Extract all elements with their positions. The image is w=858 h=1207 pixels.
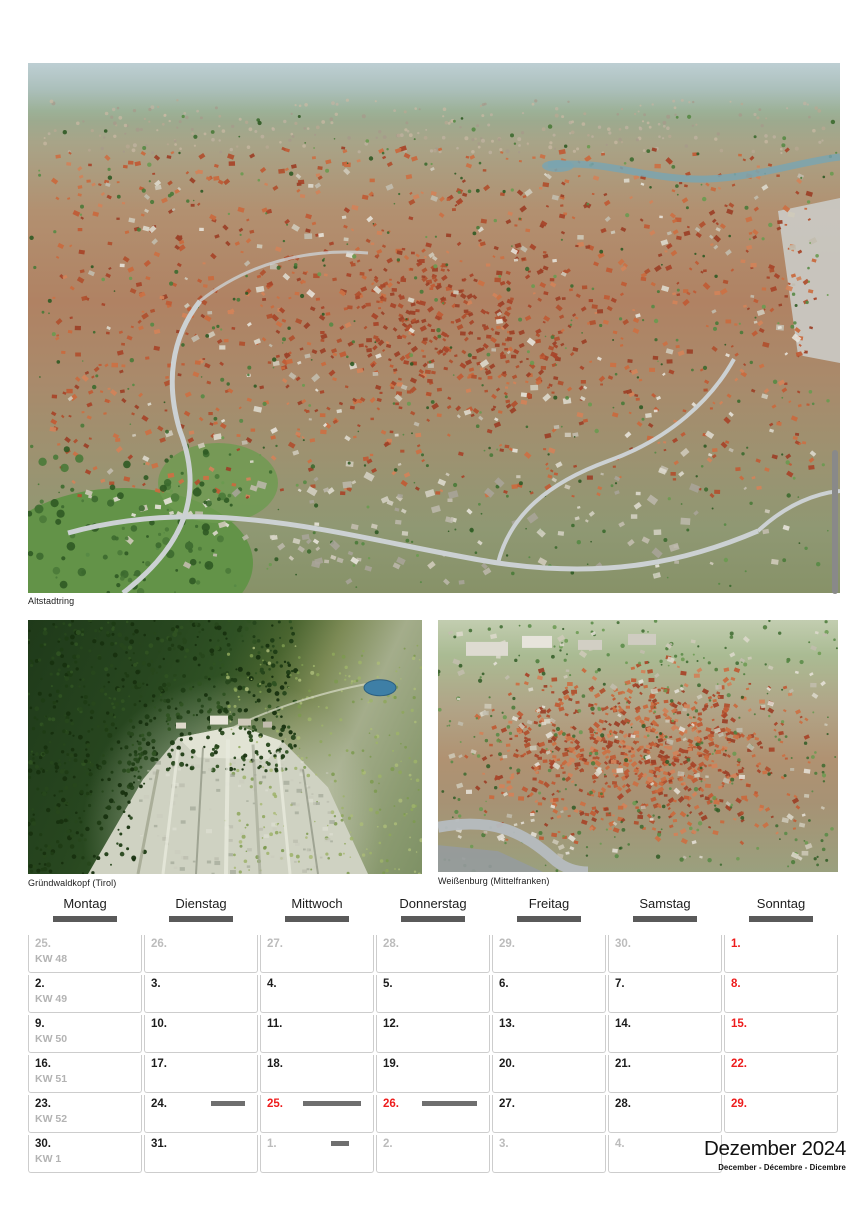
weekday-saturday xyxy=(608,896,722,922)
day-number: 18. xyxy=(267,1058,283,1070)
day-cell xyxy=(144,975,258,1013)
weekday-underline xyxy=(169,916,233,922)
holiday-marker-bar xyxy=(422,1101,477,1106)
day-cell xyxy=(28,1015,142,1053)
day-grid xyxy=(28,935,846,1173)
week-number: KW 48 xyxy=(35,953,68,966)
weekday-underline xyxy=(53,916,117,922)
day-cell xyxy=(376,1135,490,1173)
week-number: KW 1 xyxy=(35,1153,62,1166)
day-number: 28. xyxy=(383,938,399,950)
day-cell xyxy=(144,935,258,973)
day-cell xyxy=(608,1095,722,1133)
day-cell-sunday xyxy=(724,1055,838,1093)
week-number: KW 52 xyxy=(35,1113,68,1126)
weekday-thursday xyxy=(376,896,490,922)
weekday-friday xyxy=(492,896,606,922)
day-cell xyxy=(608,975,722,1013)
day-cell-sunday xyxy=(724,1095,838,1133)
day-number: 11. xyxy=(267,1018,283,1030)
weekday-label: Mittwoch xyxy=(291,896,343,911)
day-number: 31. xyxy=(151,1138,167,1150)
weekday-wednesday xyxy=(260,896,374,922)
week-number: KW 49 xyxy=(35,993,68,1006)
day-cell xyxy=(28,1095,142,1133)
weekday-label: Montag xyxy=(63,896,107,911)
day-cell xyxy=(492,1095,606,1133)
day-number: 30. xyxy=(35,1138,51,1150)
weekday-underline xyxy=(401,916,465,922)
scrollbar-thumb[interactable] xyxy=(832,450,838,594)
day-cell xyxy=(376,1095,490,1133)
day-number: 21. xyxy=(615,1058,631,1070)
day-number: 28. xyxy=(615,1098,631,1110)
day-cell xyxy=(28,1135,142,1173)
day-number: 2. xyxy=(383,1138,393,1150)
left-photo-art xyxy=(28,620,422,874)
day-cell xyxy=(28,975,142,1013)
day-number: 13. xyxy=(499,1018,515,1030)
day-cell xyxy=(144,1015,258,1053)
day-cell xyxy=(28,935,142,973)
holiday-marker-bar xyxy=(211,1101,245,1106)
day-cell xyxy=(260,1135,374,1173)
day-number: 29. xyxy=(499,938,515,950)
day-number: 4. xyxy=(267,978,277,990)
weekday-underline xyxy=(285,916,349,922)
day-number: 1. xyxy=(267,1138,277,1150)
day-number: 3. xyxy=(151,978,161,990)
month-label xyxy=(704,1137,846,1172)
day-cell xyxy=(492,1055,606,1093)
right-photo-town xyxy=(438,620,838,872)
main-photo-aerial-city xyxy=(28,63,840,593)
day-number: 19. xyxy=(383,1058,399,1070)
day-number: 22. xyxy=(731,1058,747,1070)
day-cell xyxy=(260,1015,374,1053)
week-number: KW 50 xyxy=(35,1033,68,1046)
weekday-tuesday xyxy=(144,896,258,922)
day-cell xyxy=(260,935,374,973)
day-cell xyxy=(28,1055,142,1093)
day-number: 17. xyxy=(151,1058,167,1070)
weekday-label: Freitag xyxy=(528,896,570,911)
left-photo-mountain xyxy=(28,620,422,874)
month-subtitle: December - Décembre - Dicembre xyxy=(718,1163,846,1172)
day-cell xyxy=(260,1055,374,1093)
weekday-header-row xyxy=(28,896,838,922)
day-number: 25. xyxy=(267,1098,283,1110)
day-number: 14. xyxy=(615,1018,631,1030)
weekday-label: Sonntag xyxy=(756,896,806,911)
day-cell xyxy=(608,935,722,973)
day-cell xyxy=(492,935,606,973)
weekday-underline xyxy=(749,916,813,922)
weekday-label: Dienstag xyxy=(175,896,227,911)
day-number: 9. xyxy=(35,1018,45,1030)
main-photo-caption: Altstadtring xyxy=(28,596,75,606)
weekday-label: Samstag xyxy=(639,896,691,911)
day-number: 20. xyxy=(499,1058,515,1070)
day-cell-sunday xyxy=(724,935,838,973)
day-cell xyxy=(492,1135,606,1173)
weekday-underline xyxy=(633,916,697,922)
right-photo-caption: Weißenburg (Mittelfranken) xyxy=(438,876,550,886)
day-number: 6. xyxy=(499,978,509,990)
day-number: 4. xyxy=(615,1138,625,1150)
right-photo-art xyxy=(438,620,838,872)
day-cell xyxy=(376,1015,490,1053)
day-cell xyxy=(144,1055,258,1093)
weekday-monday xyxy=(28,896,142,922)
holiday-marker-bar xyxy=(331,1141,349,1146)
day-number: 5. xyxy=(383,978,393,990)
day-cell xyxy=(608,1015,722,1053)
month-title: Dezember 2024 xyxy=(704,1137,846,1160)
day-number: 24. xyxy=(151,1098,167,1110)
day-number: 15. xyxy=(731,1018,747,1030)
day-cell xyxy=(376,935,490,973)
day-cell xyxy=(376,975,490,1013)
day-number: 23. xyxy=(35,1098,51,1110)
weekday-underline xyxy=(517,916,581,922)
day-number: 27. xyxy=(267,938,283,950)
day-cell xyxy=(492,975,606,1013)
day-number: 7. xyxy=(615,978,625,990)
holiday-marker-bar xyxy=(303,1101,361,1106)
day-cell xyxy=(260,1095,374,1133)
left-photo-caption: Gründwaldkopf (Tirol) xyxy=(28,878,117,888)
day-cell xyxy=(492,1015,606,1053)
day-cell xyxy=(144,1095,258,1133)
day-number: 27. xyxy=(499,1098,515,1110)
day-number: 12. xyxy=(383,1018,399,1030)
weekday-sunday xyxy=(724,896,838,922)
weekday-label: Donnerstag xyxy=(399,896,467,911)
day-number: 1. xyxy=(731,938,741,950)
day-number: 26. xyxy=(383,1098,399,1110)
day-number: 30. xyxy=(615,938,631,950)
month-label-slot xyxy=(704,1135,846,1173)
day-number: 2. xyxy=(35,978,45,990)
day-cell-sunday xyxy=(724,975,838,1013)
day-number: 26. xyxy=(151,938,167,950)
day-cell xyxy=(144,1135,258,1173)
day-cell xyxy=(376,1055,490,1093)
day-number: 16. xyxy=(35,1058,51,1070)
day-number: 25. xyxy=(35,938,51,950)
main-photo-art xyxy=(28,63,840,593)
day-cell-sunday xyxy=(724,1015,838,1053)
day-number: 8. xyxy=(731,978,741,990)
day-cell xyxy=(260,975,374,1013)
day-number: 3. xyxy=(499,1138,509,1150)
day-number: 29. xyxy=(731,1098,747,1110)
day-number: 10. xyxy=(151,1018,167,1030)
week-number: KW 51 xyxy=(35,1073,68,1086)
day-cell xyxy=(608,1055,722,1093)
